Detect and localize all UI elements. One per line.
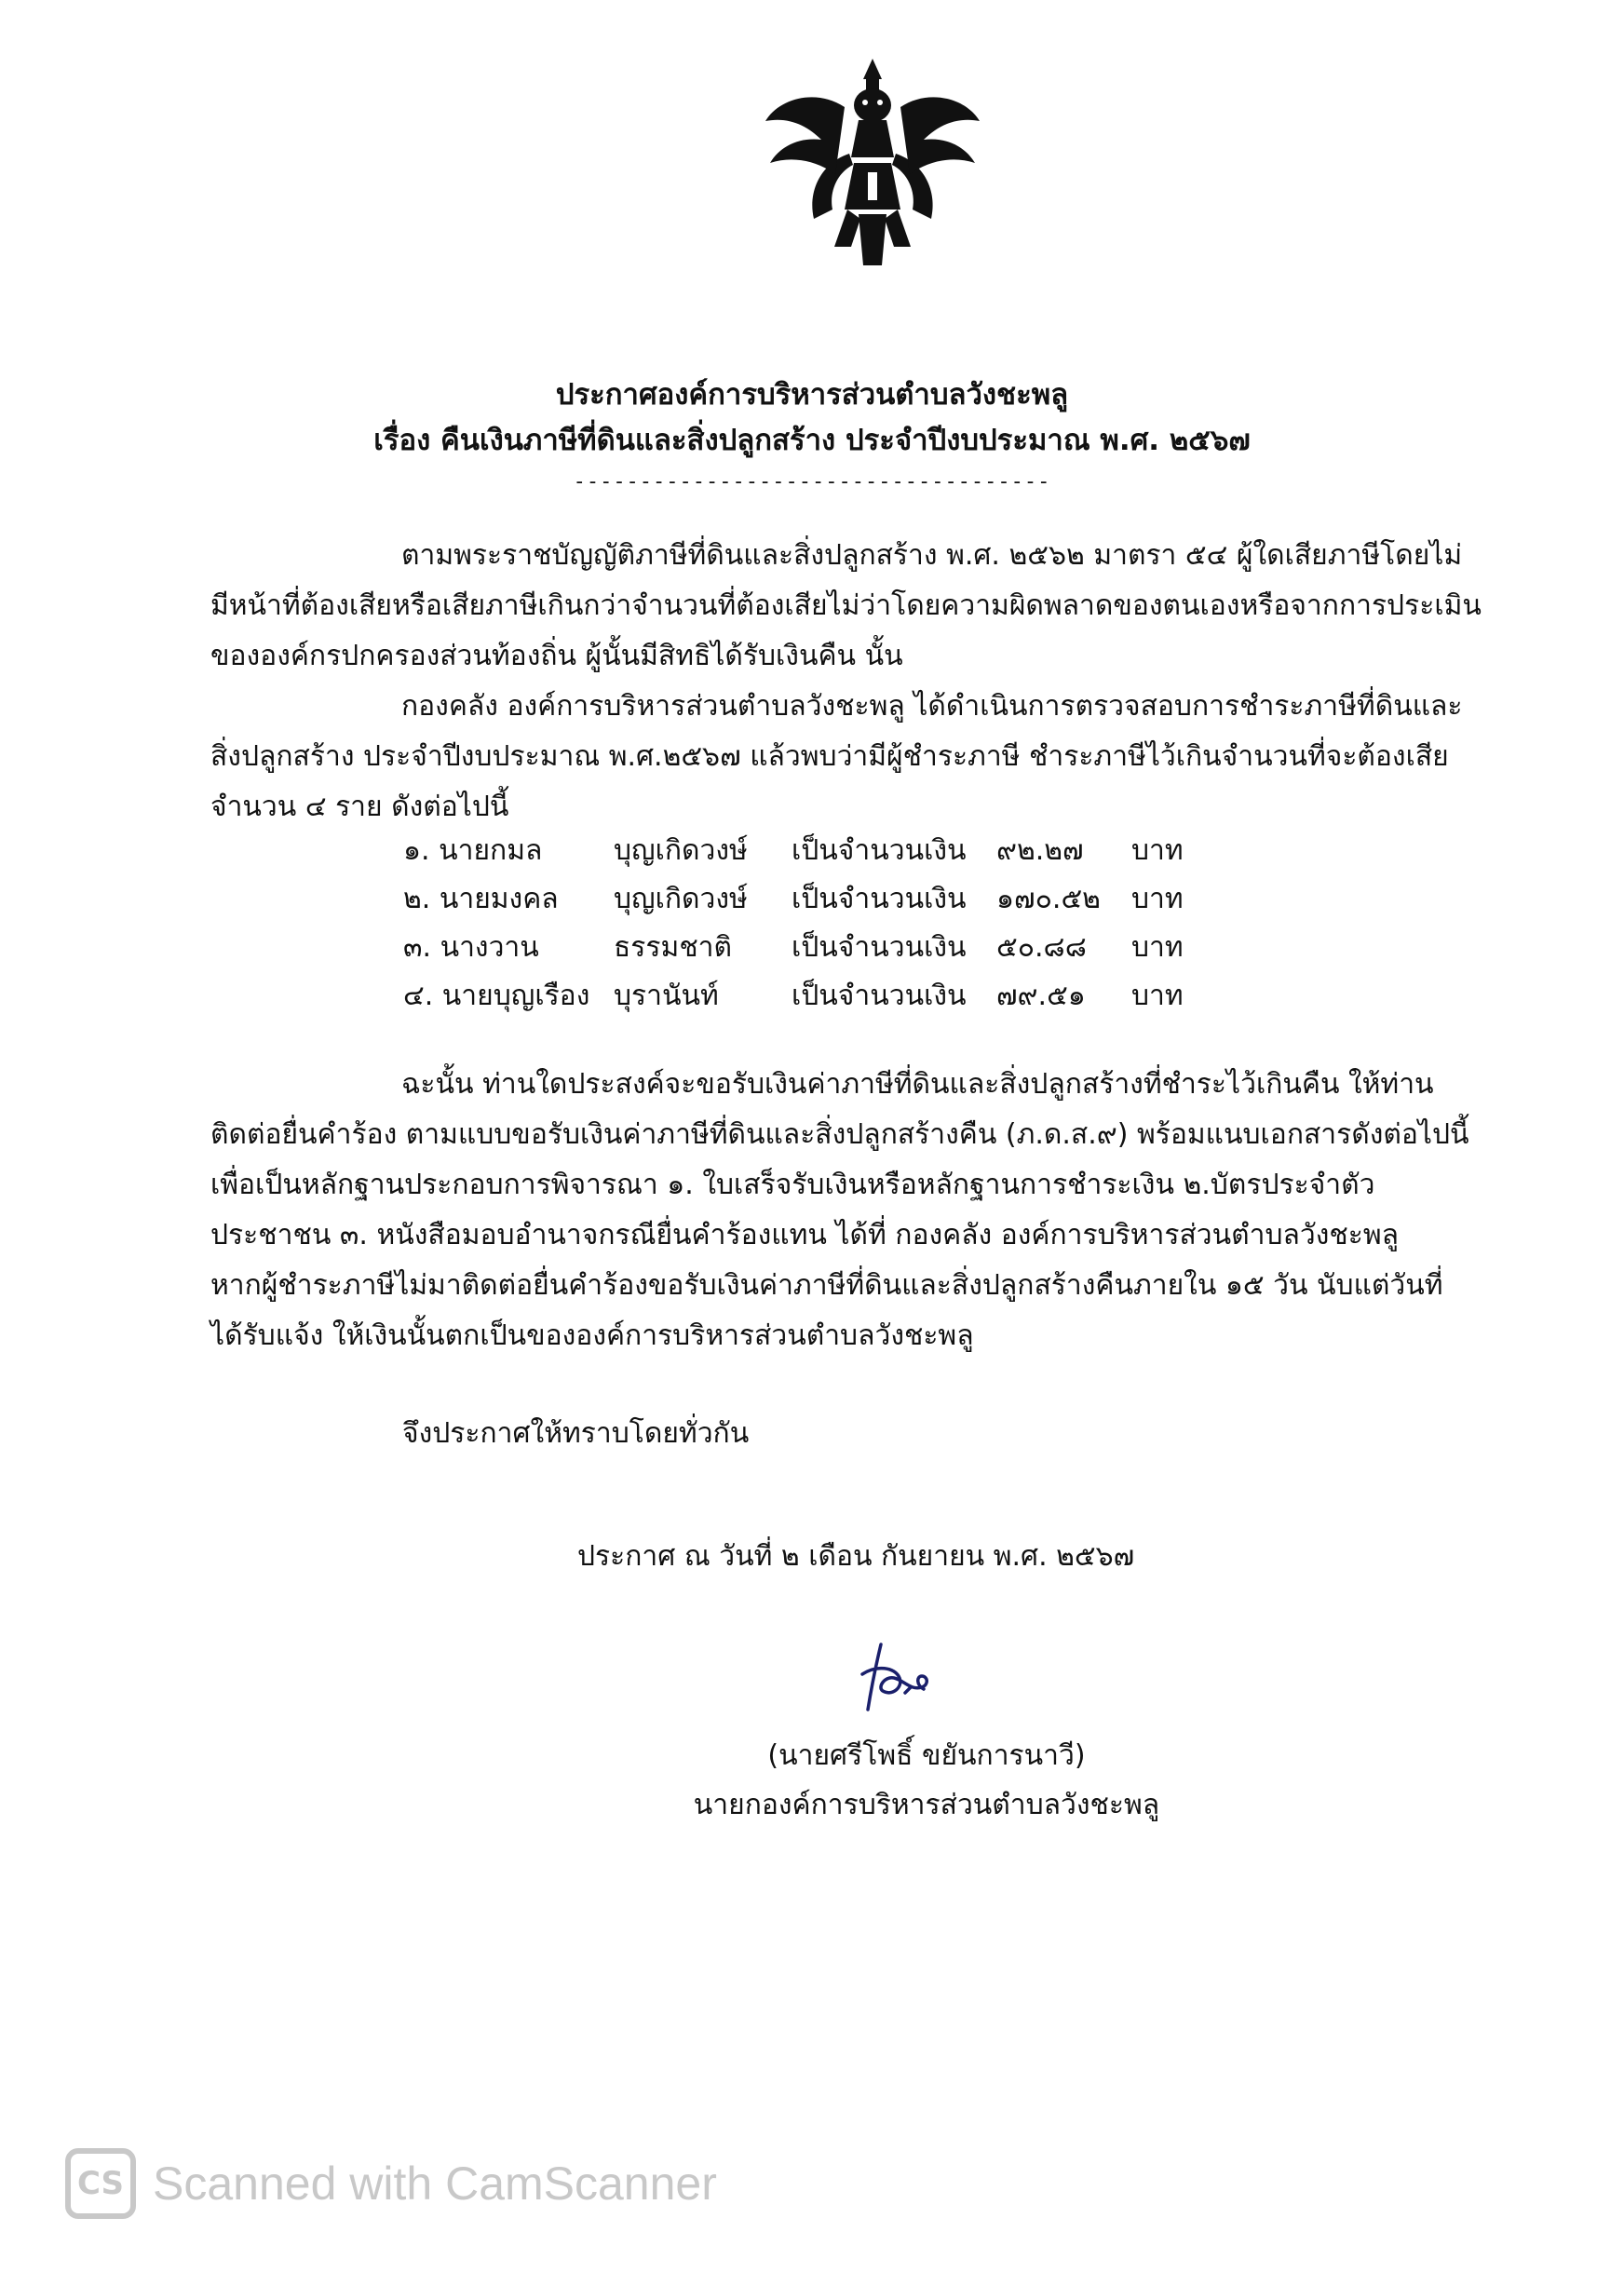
paragraph-line: ขององค์กรปกครองส่วนท้องถิ่น ผู้นั้นมีสิทธิได้รับเงินคืน นั้น [210,640,903,672]
paragraph-line: ได้รับแจ้ง ให้เงินนั้นตกเป็นขององค์การบริหารส่วนตำบลวังชะพลู [210,1319,974,1352]
refund-name: ๓. นางวาน [403,931,539,964]
paragraph-line: ประชาชน ๓. หนังสือมอบอำนาจกรณียื่นคำร้องแทน ได้ที่ กองคลัง องค์การบริหารส่วนตำบลวังชะพลู [210,1219,1400,1251]
paragraph-line: ติดต่อยื่นคำร้อง ตามแบบขอรับเงินค่าภาษีที่ดินและสิ่งปลูกสร้างคืน (ภ.ด.ส.๙) พร้อมแนบเอกสารดังต่อไปนี้ [210,1118,1469,1151]
refund-unit: บาท [1131,883,1184,915]
refund-unit: บาท [1131,834,1184,867]
camscanner-watermark [65,2142,717,2225]
paragraph-legal-basis [210,531,1482,682]
refund-label: เป็นจำนวนเงิน [792,931,967,964]
garuda-emblem [756,51,989,279]
paragraph-findings [210,682,1463,832]
refund-amount: ๕๐.๘๘ [996,931,1087,964]
refund-label: เป็นจำนวนเงิน [792,834,967,867]
refund-row [403,877,1241,926]
title-divider: ------------------------------------ [573,470,1051,494]
paragraph-line: ตามพระราชบัญญัติภาษีที่ดินและสิ่งปลูกสร้าง พ.ศ. ๒๕๖๒ มาตรา ๕๔ ผู้ใดเสียภาษีโดยไม่ [401,539,1463,572]
paragraph-line: เพื่อเป็นหลักฐานประกอบการพิจารณา ๑. ใบเสร็จรับเงินหรือหลักฐานการชำระเงิน ๒.บัตรประจำตัว [210,1169,1375,1201]
paragraph-line: มีหน้าที่ต้องเสียหรือเสียภาษีเกินกว่าจำนวนที่ต้องเสียไม่ว่าโดยความผิดพลาดของตนเองหรือจากการประเมิน [210,589,1482,622]
signer-position: นายกองค์การบริหารส่วนตำบลวังชะพลู [693,1789,1160,1821]
watermark-text: Scanned with CamScanner [153,2157,717,2210]
refund-surname: บุญเกิดวงษ์ [614,883,748,915]
announcement-subject: เรื่อง คืนเงินภาษีที่ดินและสิ่งปลูกสร้าง ประจำปีงบประมาณ พ.ศ. ๒๕๖๗ [373,424,1251,457]
refund-name: ๑. นายกมล [403,834,543,867]
announcement-title: ประกาศองค์การบริหารส่วนตำบลวังชะพลู [555,378,1069,412]
closing-statement: จึงประกาศให้ทราบโดยทั่วกัน [402,1417,750,1450]
paragraph-line: ฉะนั้น ท่านใดประสงค์จะขอรับเงินค่าภาษีที่ดินและสิ่งปลูกสร้างที่ชำระไว้เกินคืน ให้ท่าน [401,1068,1434,1101]
announcement-date: ประกาศ ณ วันที่ ๒ เดือน กันยายน พ.ศ. ๒๕๖๗ [577,1540,1135,1573]
refund-row [403,829,1241,877]
refund-unit: บาท [1131,980,1184,1012]
refund-surname: บุญเกิดวงษ์ [614,834,748,867]
refund-unit: บาท [1131,931,1184,964]
paragraph-line: กองคลัง องค์การบริหารส่วนตำบลวังชะพลู ได้ดำเนินการตรวจสอบการชำระภาษีที่ดินและ [401,690,1463,723]
paragraph-line: จำนวน ๔ ราย ดังต่อไปนี้ [210,791,509,823]
signer-name: (นายศรีโพธิ์ ขยันการนาวี) [767,1739,1086,1772]
refund-surname: บุรานันท์ [614,980,719,1012]
paragraph-line: สิ่งปลูกสร้าง ประจำปีงบประมาณ พ.ศ.๒๕๖๗ แล้วพบว่ามีผู้ชำระภาษี ชำระภาษีไว้เกินจำนวนที่จะต้องเสีย [210,740,1449,773]
refund-label: เป็นจำนวนเงิน [792,980,967,1012]
refund-amount: ๗๙.๕๑ [996,980,1086,1012]
refund-amount: ๙๒.๒๗ [996,834,1084,867]
paragraph-instructions [210,1060,1469,1361]
handwritten-signature [846,1637,957,1730]
camscanner-logo-icon: CS [65,2148,136,2219]
refund-label: เป็นจำนวนเงิน [792,883,967,915]
paragraph-line: หากผู้ชำระภาษีไม่มาติดต่อยื่นคำร้องขอรับเงินค่าภาษีที่ดินและสิ่งปลูกสร้างคืนภายใน ๑๕ วัน นับแต่วันที่ [210,1269,1443,1302]
refund-amount: ๑๗๐.๕๒ [996,883,1101,915]
refund-name: ๒. นายมงคล [403,883,559,915]
refund-name: ๔. นายบุญเรือง [403,980,590,1012]
refund-row [403,974,1241,1022]
refund-surname: ธรรมชาติ [614,931,733,964]
refund-row [403,926,1241,974]
